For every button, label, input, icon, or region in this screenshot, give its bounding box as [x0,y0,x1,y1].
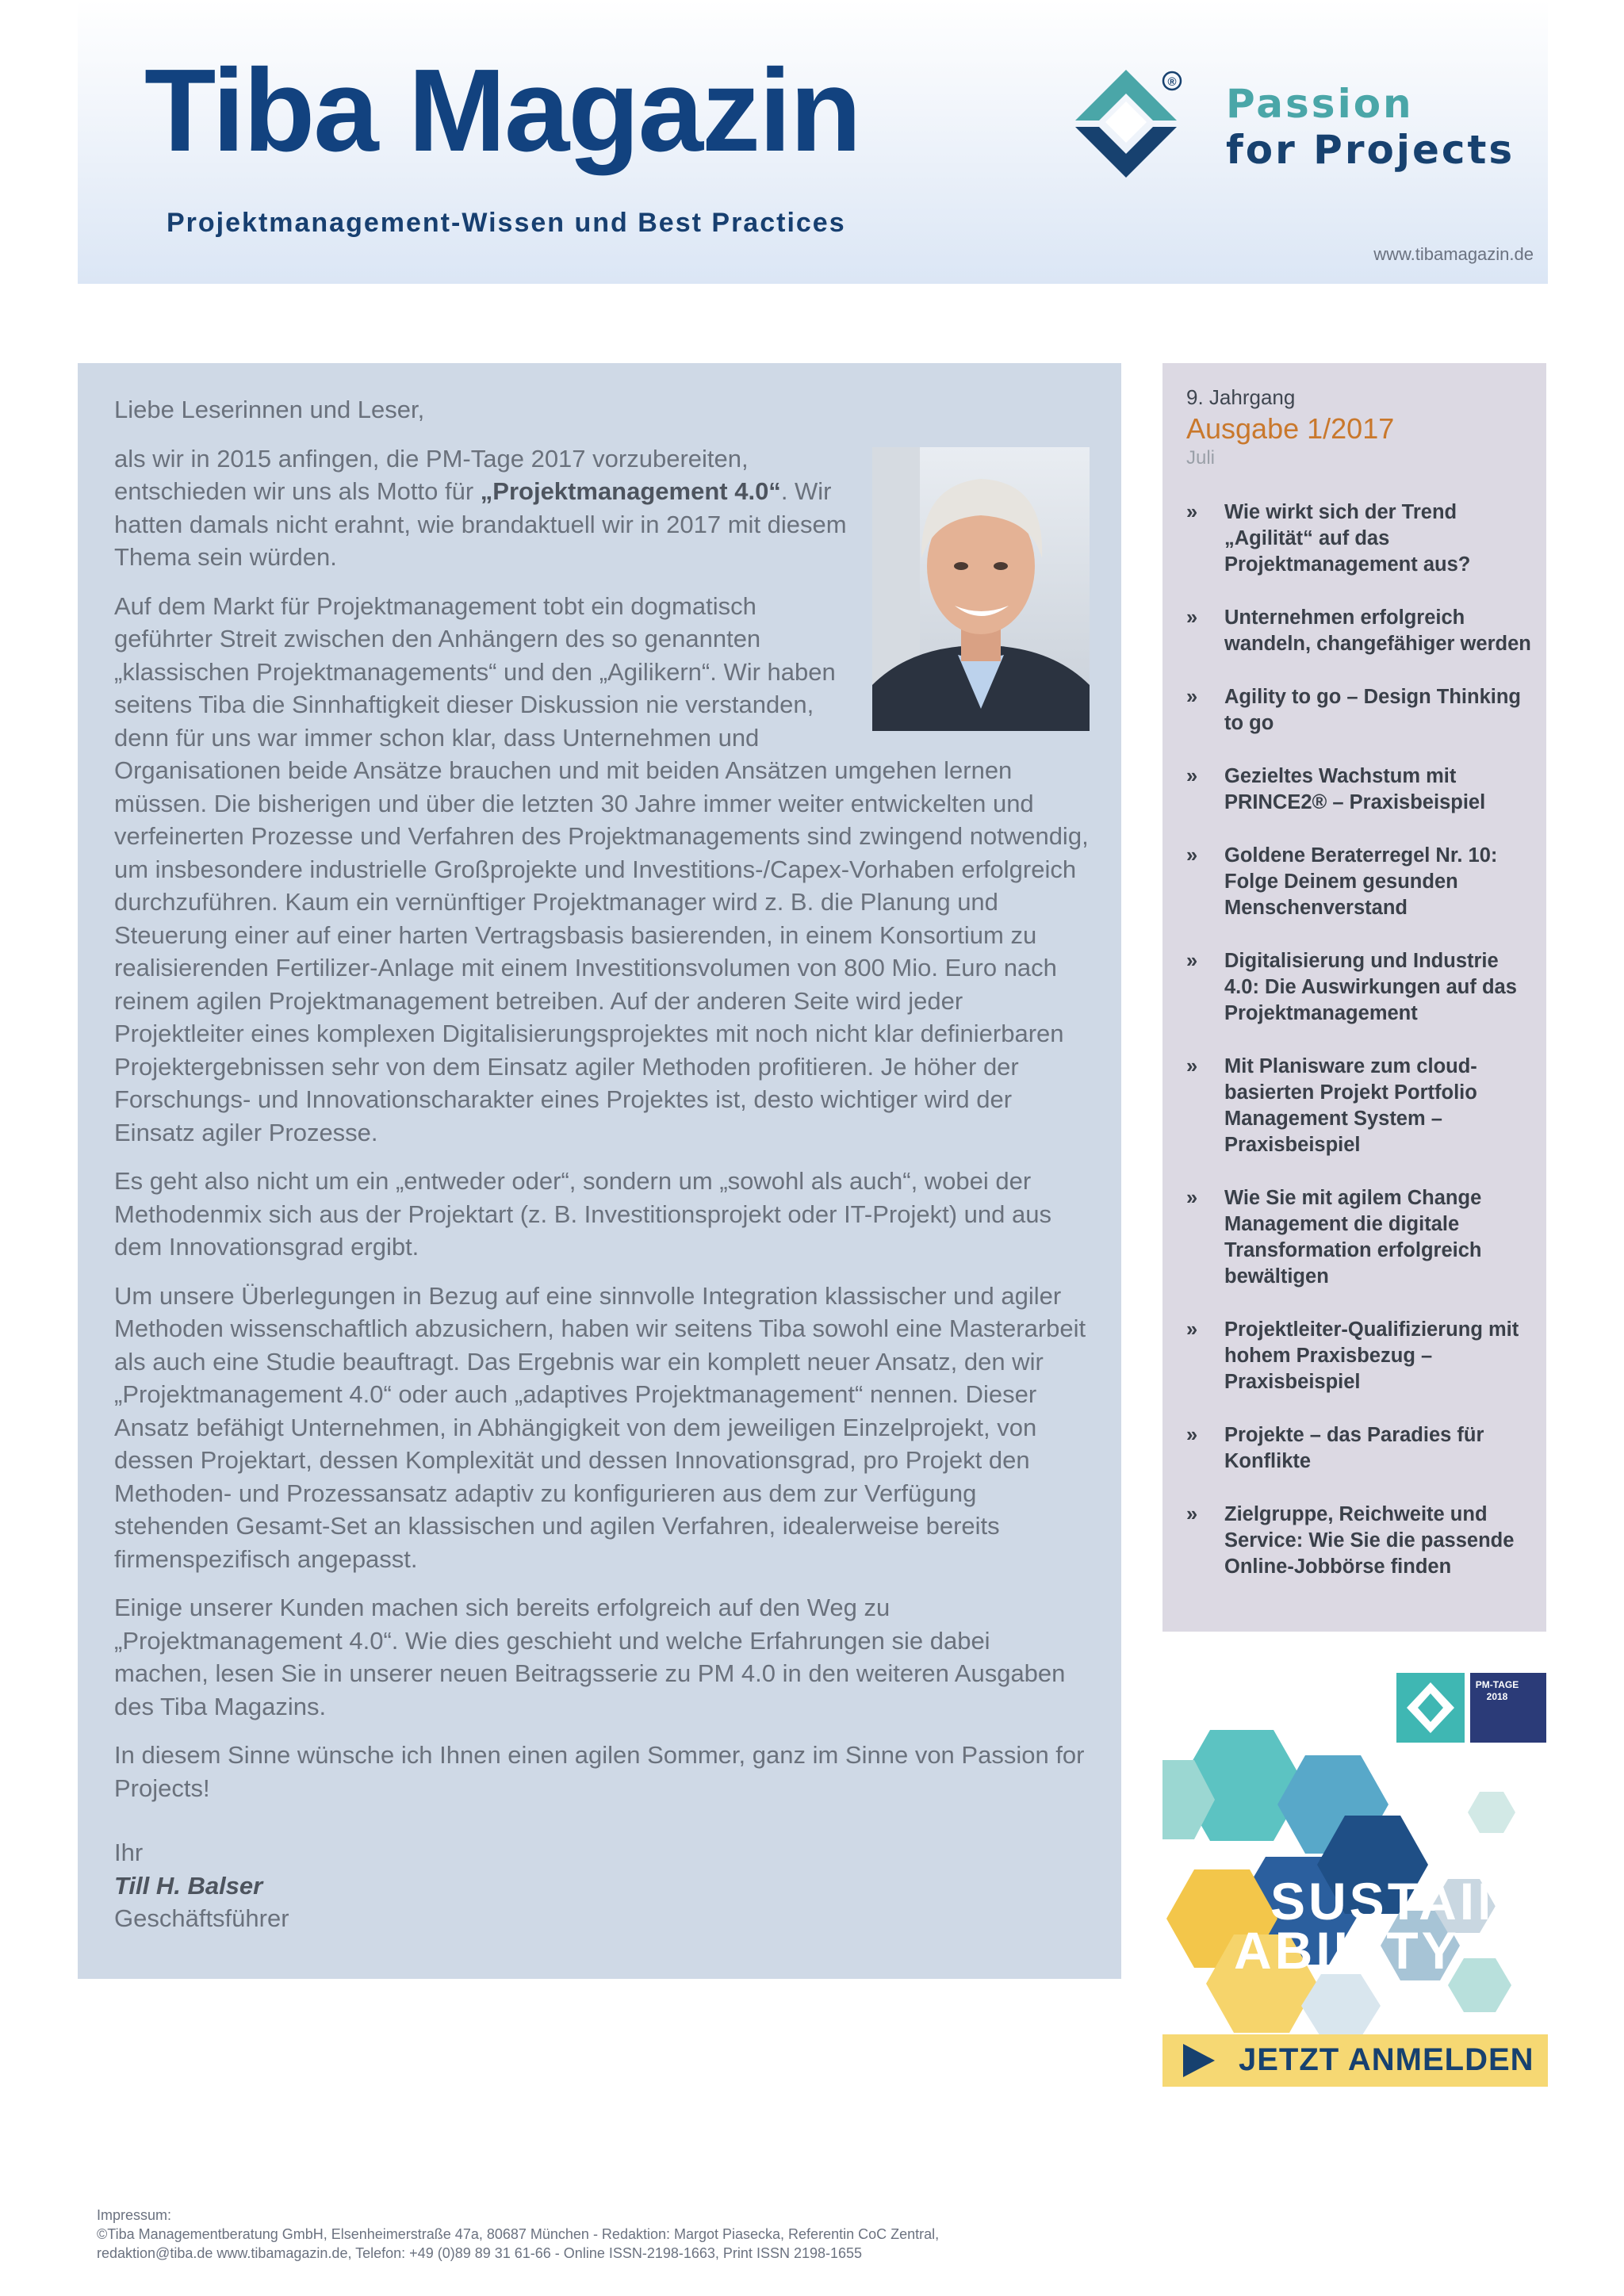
issue-number: Ausgabe 1/2017 [1186,412,1395,445]
ad-badge-label: PM-TAGE [1475,1679,1519,1690]
bullet-icon: » [1186,950,1198,972]
editorial-letter [114,393,1090,1935]
bullet-icon: » [1186,607,1198,629]
slogan-line-1: Passion [1226,81,1414,127]
toc-item[interactable]: » Digitalisierung und Industrie 4.0: Die Auswirkungen auf das Projektmanagement [1186,950,1517,1024]
bullet-icon: » [1186,1424,1198,1446]
slogan-line-2: for Projects [1226,127,1515,173]
website-link[interactable]: www.tibamagazin.de [1373,244,1534,264]
toc-item[interactable]: » Mit Planisware zum cloud-basierten Projekt Portfolio Management System – Praxisbeispiel [1186,1055,1477,1156]
author-portrait [872,447,1090,731]
register-now-button[interactable] [1162,2034,1548,2087]
closing: Ihr [114,1839,144,1866]
toc-item[interactable]: » Projekte – das Paradies für Konflikte [1186,1424,1484,1472]
author-role: Geschäftsführer [114,1904,289,1932]
toc-item[interactable]: » Projektleiter-Qualifizierung mit hohem Praxisbezug – Praxisbeispiel [1186,1318,1519,1393]
toc-item[interactable]: » Zielgruppe, Reichweite und Service: Wie Sie die passende Online-Jobbörse finden [1186,1503,1515,1578]
bullet-icon: » [1186,765,1198,787]
author-name: Till H. Balser [114,1871,263,1900]
signoff [114,1836,1090,1935]
toc-item[interactable]: » Unternehmen erfolgreich wandeln, changefähiger werden [1186,607,1531,655]
paragraph-2: Auf dem Markt für Projektmanagement tobt ein dogmatisch geführter Streit zwischen den Anhängern des so genannten „klassischen Projektmanagements“ und den „Agilikern“. Wir haben seitens Tiba die Sinnhaftigkeit dieser Diskussion nie verstanden, denn für uns war immer schon klar, dass Unternehmen und Organisationen beide Ansätze brauchen und mit beiden Ansätzen umgehen lernen müssen. Die bisherigen und über die letzten 30 Jahre immer weiter entwickelten und verfeinerten Prozesse und Verfahren des Projektmanagements sind zwingend notwendig, um insbesondere industrielle Großprojekte und Investitions-/Capex-Vorhaben erfolgreich durchzuführen. Kaum ein vernünftiger Projektmanager wird z. B. die Planung und Steuerung einer auf einer harten Vertragsbasis basierenden, in einem Konsortium zu realisierenden Fertilizer-Anlage mit einem Investitionsvolumen von 800 Mio. Euro nach reinem agilen Projektmanagement betreiben. Auf der anderen Seite wird jeder Projektleiter eines komplexen Digitalisierungsprojektes mit noch nicht klar definierbaren Projektergebnissen sehr von dem Einsatz agiler Methoden profitieren. Je höher der Forschungs- und Innovationscharakter eines Projektes ist, desto wichtiger wird der Einsatz agiler Prozesse. [114,591,1089,1146]
greeting: Liebe Leserinnen und Leser, [114,396,425,423]
motto: „Projektmanagement 4.0“ [480,477,781,505]
magazine-title: Tiba Magazin [144,45,860,176]
bullet-icon: » [1186,1187,1198,1209]
toc-item[interactable]: » Gezieltes Wachstum mit PRINCE2® – Praxisbeispiel [1186,765,1486,813]
table-of-contents [1186,499,1535,1607]
registered-mark: ® [1167,75,1177,89]
imprint-line-2: redaktion@tiba.de www.tibamagazin.de, Telefon: +49 (0)89 89 31 61-66 - Online ISSN-2198-1663, Print ISSN 2198-1655 [97,2245,863,2261]
paragraph-4: Um unsere Überlegungen in Bezug auf eine sinnvolle Integration klassischer und agiler Methoden wissenschaftlich abzusichern, haben wir seitens Tiba sowohl eine Masterarbeit als auch eine Studie beauftragt. Das Ergebnis war ein komplett neuer Ansatz, den wir „Projektmanagement 4.0“ oder auch „adaptives Projektmanagement“ nennen. Dieser Ansatz befähigt Unternehmen, in Abhängigkeit von dem jeweiligen Einzelprojekt, von dessen Projektart, dessen Komplexität und dessen Innovationsgrad, pro Projekt den Methoden- und Prozessansatz adaptiv zu konfigurieren aus dem zur Verfügung stehenden Gesamt-Set an klassischen und agilen Verfahren, idealerweise bereits firmenspezifisch angepasst. [114,1281,1086,1573]
paragraph-1: als wir in 2015 anfingen, die PM-Tage 2017 vorzubereiten, entschieden wir uns als Motto für „Projektmanagement 4.0“. Wir hatten damals nicht erahnt, wie brandaktuell wir in 2017 mit diesem Thema sein würden. [114,444,847,571]
ad-headline-2: ABILITY [1234,1921,1460,1980]
issue-month: Juli [1186,447,1216,469]
magazine-subtitle: Projektmanagement-Wissen und Best Practices [167,208,846,238]
bullet-icon: » [1186,686,1198,708]
imprint-line-1: ©Tiba Managementberatung GmbH, Elsenheimerstraße 47a, 80687 München - Redaktion: Margot Piasecka, Referentin CoC Zentral, [97,2226,940,2242]
editorial-panel [78,363,1121,1979]
toc-item[interactable]: » Wie wirkt sich der Trend „Agilität“ auf das Projektmanagement aus? [1186,501,1471,576]
bullet-icon: » [1186,501,1198,523]
imprint-label: Impressum: [97,2207,172,2223]
volume-year: 9. Jahrgang [1186,385,1296,409]
toc-item[interactable]: » Wie Sie mit agilem Change Management die digitale Transformation erfolgreich bewältigen [1186,1187,1482,1288]
paragraph-5: Einige unserer Kunden machen sich bereits erfolgreich auf den Weg zu „Projektmanagement 4.0“. Wie dies geschieht und welche Erfahrungen sie dabei machen, lesen Sie in unserer neuen Beitragsserie zu PM 4.0 in den weiteren Ausgaben des Tiba Magazins. [114,1594,1066,1720]
play-arrow-icon [1180,2042,1216,2079]
bullet-icon: » [1186,1503,1198,1525]
pm-tage-ad-banner[interactable] [1162,1673,1548,2088]
issue-sidebar [1162,363,1546,1632]
ad-headline-1: SUSTAIN [1270,1872,1519,1931]
register-now-label: JETZT ANMELDEN [1239,2042,1534,2077]
toc-item[interactable]: » Agility to go – Design Thinking to go [1186,686,1521,734]
paragraph-3: Es geht also nicht um ein „entweder oder“, sondern um „sowohl als auch“, wobei der Methodenmix sich aus der Projektart (z. B. Investitionsprojekt oder IT-Projekt) und aus dem Innovationsgrad ergibt. [114,1167,1051,1261]
masthead [78,0,1548,284]
tiba-diamond-logo-icon [1071,65,1188,186]
bullet-icon: » [1186,844,1198,867]
paragraph-6: In diesem Sinne wünsche ich Ihnen einen agilen Sommer, ganz im Sinne von Passion for Projects! [114,1741,1085,1802]
toc-item[interactable]: » Goldene Beraterregel Nr. 10: Folge Deinem gesunden Menschenverstand [1186,844,1498,919]
bullet-icon: » [1186,1055,1198,1077]
bullet-icon: » [1186,1318,1198,1341]
ad-badge-year: 2018 [1486,1691,1508,1702]
imprint [97,2206,1207,2263]
